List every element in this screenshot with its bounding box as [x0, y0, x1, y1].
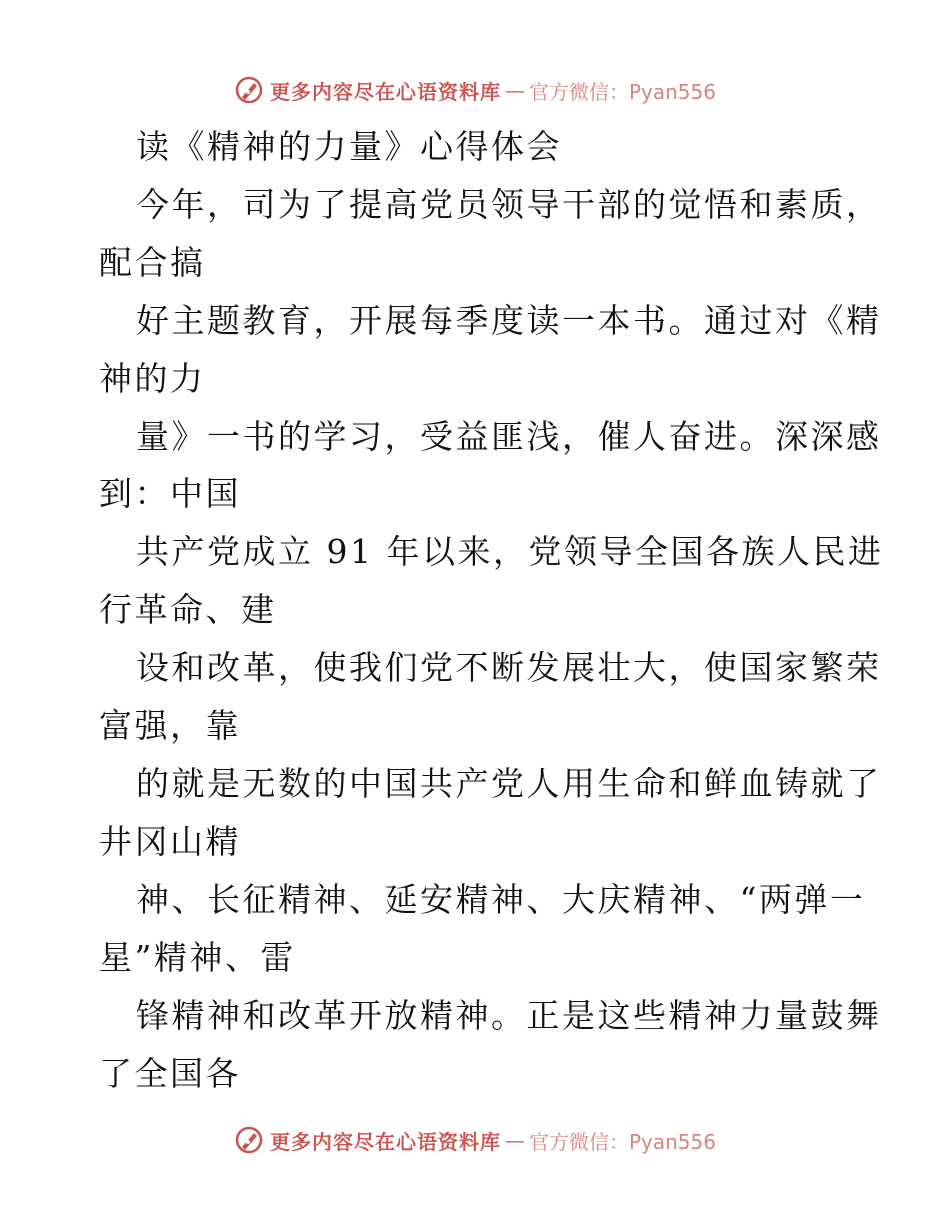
text-line: 井冈山精 [99, 821, 241, 861]
text-line: 的就是无数的中国共产党人用生命和鲜血铸就了 [136, 763, 882, 803]
document-title: 读《精神的力量》心得体会 [136, 127, 562, 166]
banner-wechat: 官方微信：Pyan556 [528, 79, 716, 104]
banner-title: 更多内容尽在心语资料库 [269, 1129, 501, 1154]
text-line: 了全国各 [99, 1053, 241, 1093]
banner-separator: — [504, 78, 525, 102]
text-line: 量》一书的学习，受益匪浅，催人奋进。深深感 [136, 416, 882, 456]
pen-logo-icon [234, 75, 264, 105]
banner-separator: — [504, 1128, 525, 1152]
text-line: 行革命、建 [99, 590, 277, 630]
text-line: 设和改革，使我们党不断发展壮大，使国家繁荣 [136, 648, 882, 688]
text-line: 配合搞 [99, 242, 206, 282]
banner-wechat: 官方微信：Pyan556 [528, 1129, 716, 1154]
footer-banner [0, 1120, 950, 1160]
text-line: 锋精神和改革开放精神。正是这些精神力量鼓舞 [136, 995, 882, 1035]
text-line: 神的力 [99, 358, 206, 398]
text-line: 富强，靠 [99, 706, 241, 746]
banner-title: 更多内容尽在心语资料库 [269, 79, 501, 104]
text-line: 星”精神、雷 [99, 937, 296, 977]
text-line: 神、长征精神、延安精神、大庆精神、“两弹一 [136, 879, 866, 919]
text-line: 好主题教育，开展每季度读一本书。通过对《精 [136, 300, 882, 340]
document-body [99, 118, 884, 1102]
header-banner [0, 70, 950, 110]
text-line: 今年，司为了提高党员领导干部的觉悟和素质， [136, 184, 882, 224]
text-line: 共产党成立 91 年以来，党领导全国各族人民进 [136, 532, 884, 572]
text-line: 到：中国 [99, 474, 241, 514]
pen-logo-icon [234, 1125, 264, 1155]
